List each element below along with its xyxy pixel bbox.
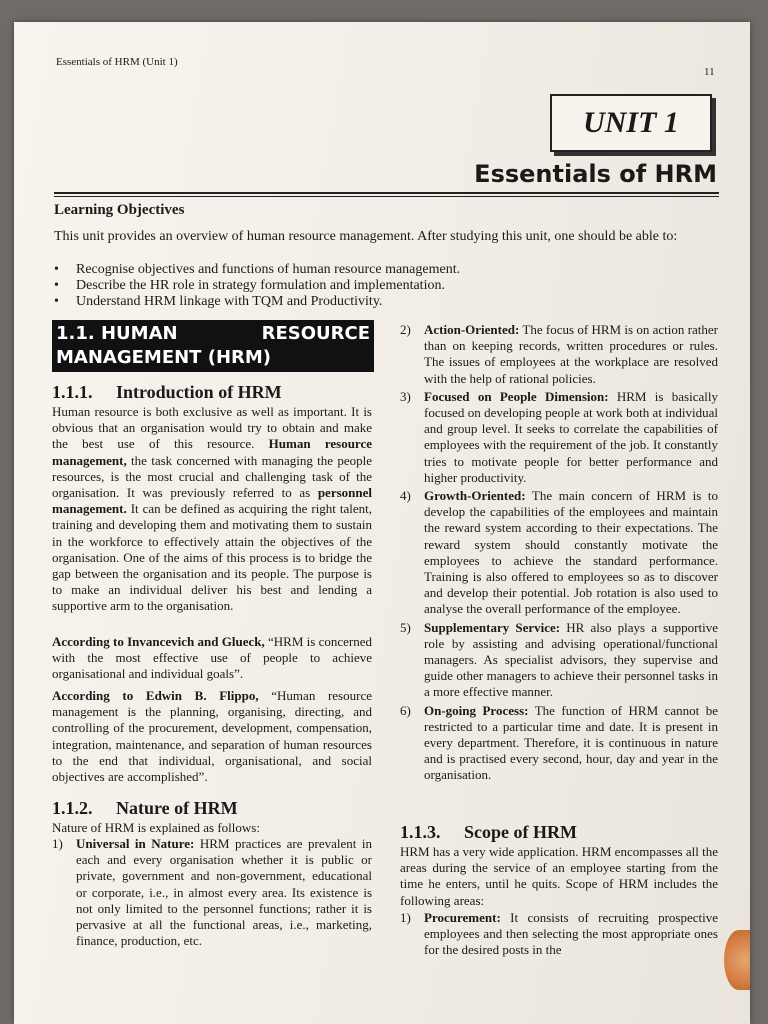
list-item-text: The main concern of HRM is to develop the capabilities of the employees and maintain the reward system according to their expectations. The reward system should constantly motivate the employees to achieve the standard performance. Training is also offered to employees so as to discover and develop their potential. Job rotation is also used to analyse the overall performance of the employee.	[424, 488, 718, 617]
intro-text-3: It can be defined as acquiring the right talent, training and developing them and motivating them to sustain in the workforce to effectively attain the objectives of the organisation. One of the aims of this process is to bridge the gap between the organisation and its people. The purpose is to make an individual deliver his best and lending a supportive arm to the organisation.	[52, 501, 372, 614]
list-item	[400, 389, 718, 486]
list-item: • Recognise objectives and functions of human resource management.	[54, 262, 714, 278]
list-item-text: HRM is basically focused on developing people at work both at individual and group level. It seeks to correlate the capabilities of employees with the requirement of the job. It constantly tries to motivate people for better performance and higher productivity.	[424, 388, 718, 485]
nature-intro: Nature of HRM is explained as follows:	[52, 820, 260, 835]
nature-list-continued	[400, 322, 718, 786]
list-item-text: HRM practices are prevalent in each and every organisation whether it is public or private, government and non-government, educational or corporate, i.e., in almost every area. Its existence is not only limited to the personnel functions; rather it is pervasive at all the functional areas, i.e., marketing, finance, production, etc.	[76, 836, 372, 949]
intro-term-personnel: personnel management.	[52, 485, 372, 517]
title-rule-top	[54, 192, 719, 194]
nature-heading-title: Nature of HRM	[116, 798, 238, 818]
list-item	[400, 488, 718, 618]
list-item	[400, 620, 718, 701]
list-number: 1)	[52, 836, 63, 851]
page-number: 11	[704, 66, 715, 78]
unit-title: Essentials of HRM	[474, 160, 717, 188]
quote-invancevich-text: “HRM is concerned with the most effective use of people to achieve organisational and individual goals”.	[52, 634, 372, 682]
scope-heading	[400, 822, 577, 843]
list-item-term: Universal in Nature:	[76, 836, 195, 851]
section-banner-part2: RESOURCE	[261, 323, 370, 344]
list-number: 6)	[400, 702, 411, 718]
intro-heading-number: 1.1.1.	[52, 382, 93, 402]
list-item-term: On-going Process:	[424, 702, 529, 718]
list-item	[52, 836, 372, 949]
intro-text-1: Human resource is both exclusive as well as important. It is obvious that an organisation would try to obtain and make the best use of this resource.	[52, 404, 372, 452]
thumb-image	[724, 930, 750, 990]
scope-list	[400, 910, 718, 961]
list-item	[400, 703, 718, 784]
title-rule-bottom	[54, 196, 719, 197]
list-item-text: HR also plays a supportive role by assisting and advising operational/functional managers. As specialist advisors, they supervise and guide other managers to achieve their personnel tasks in a more effective manner.	[424, 619, 719, 700]
list-item: • Understand HRM linkage with TQM and Productivity.	[54, 294, 714, 310]
section-banner	[52, 320, 374, 372]
quote-flippo-text: “Human resource management is the planning, organising, directing, and controlling of the procurement, development, compensation, integration, maintenance, and separation of human resources to the end that individual, organisational, and social objectives are accomplished”.	[52, 688, 372, 785]
list-item-term: Procurement:	[424, 910, 501, 925]
unit-label-box: UNIT 1	[550, 94, 712, 152]
list-item-text: The function of HRM cannot be restricted to a particular time and date. It is present in every department. Therefore, it is continuous in nature and is practised every second, hour, day and year in the organisation.	[424, 702, 719, 783]
nature-heading-number: 1.1.2.	[52, 798, 93, 818]
quote-flippo	[52, 688, 372, 785]
intro-term-hrm: Human resource management,	[52, 436, 373, 468]
quote-invancevich-source: According to Invancevich and Glueck,	[52, 634, 265, 649]
list-item-term: Action-Oriented:	[424, 322, 520, 337]
list-number: 3)	[400, 388, 411, 404]
list-item: • Describe the HR role in strategy formulation and implementation.	[54, 278, 714, 294]
nature-heading	[52, 798, 238, 819]
section-banner-line2: MANAGEMENT (HRM)	[56, 347, 272, 368]
learning-objectives-list	[54, 262, 714, 310]
quote-flippo-source: According to Edwin B. Flippo,	[52, 688, 259, 703]
list-item-term: Growth-Oriented:	[424, 488, 526, 504]
nature-list	[52, 836, 372, 951]
book-page	[14, 22, 750, 1024]
list-item-term: Focused on People Dimension:	[424, 388, 609, 404]
scope-heading-number: 1.1.3.	[400, 822, 441, 842]
learning-objectives-intro: This unit provides an overview of human resource management. After studying this unit, one should be able to:	[54, 229, 678, 244]
list-number: 2)	[400, 322, 411, 337]
intro-paragraph	[52, 404, 372, 615]
intro-heading	[52, 382, 282, 403]
list-item	[400, 322, 718, 387]
intro-text-2: the task concerned with managing the people resources, is the most crucial and challenging task of the organisation. It was previously referred to as	[52, 452, 372, 501]
section-banner-part1: 1.1. HUMAN	[56, 323, 178, 344]
scope-heading-title: Scope of HRM	[464, 822, 577, 842]
list-number: 4)	[400, 488, 411, 504]
intro-heading-title: Introduction of HRM	[116, 382, 282, 402]
running-head: Essentials of HRM (Unit 1)	[56, 56, 178, 68]
learning-objectives-heading: Learning Objectives	[54, 202, 185, 218]
list-number: 5)	[400, 619, 411, 635]
list-item-text: The focus of HRM is on action rather than on keeping records, written procedures or rules. The issues of employees at the workplace are resolved with the help of rational policies.	[424, 322, 718, 386]
scope-intro: HRM has a very wide application. HRM encompasses all the areas during the service of an employee starting from the time he enters, until he quits. Scope of HRM includes the following areas:	[400, 844, 718, 908]
list-item-term: Supplementary Service:	[424, 619, 561, 635]
quote-invancevich	[52, 634, 372, 683]
list-item-text: It consists of recruiting prospective employees and then selecting the most appropriate ones for the desired posts in the	[424, 910, 718, 958]
list-number: 1)	[400, 910, 411, 925]
list-item	[400, 910, 718, 959]
